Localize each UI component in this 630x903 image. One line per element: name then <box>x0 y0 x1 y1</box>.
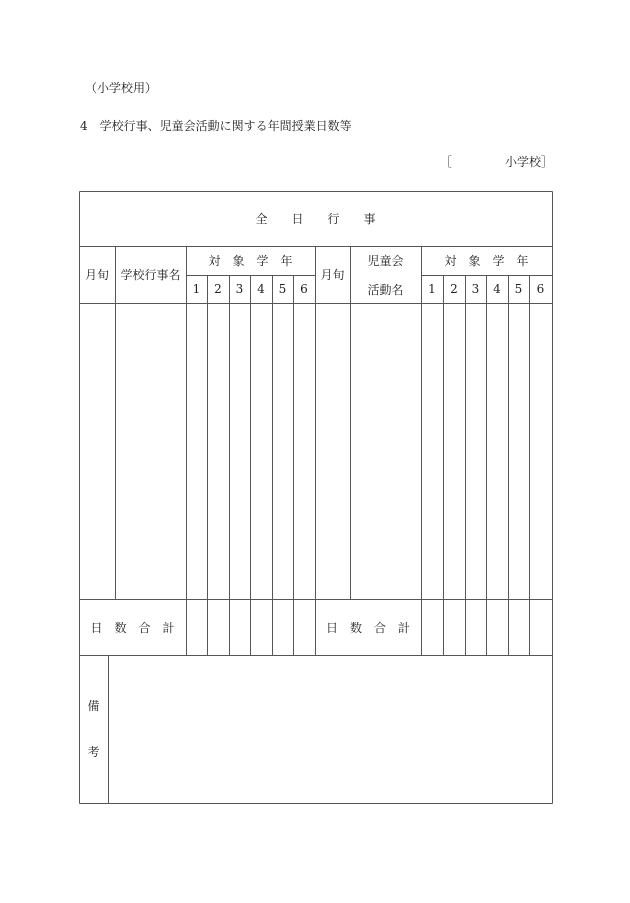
left-grade-header: 対 象 学 年 <box>208 254 293 268</box>
right-month-header: 月旬 <box>320 268 345 282</box>
left-grade-3-header: 3 <box>235 282 244 296</box>
left-grade-4-header: 4 <box>257 282 265 296</box>
right-grade-5-header: 5 <box>514 282 523 296</box>
left-grade-2-header: 2 <box>214 282 222 296</box>
right-grade-header: 対 象 学 年 <box>444 254 529 268</box>
right-grade-1-header: 1 <box>428 282 436 296</box>
remarks-label-2: 考 <box>87 744 100 759</box>
edition-label: （小学校用） <box>85 81 158 95</box>
left-total-label: 日 数 合 計 <box>90 620 175 635</box>
right-grade-2-header: 2 <box>450 282 458 296</box>
section-title: 4 学校行事、児童会活動に関する年間授業日数等 <box>80 119 352 133</box>
right-grade-6-header: 6 <box>536 282 545 296</box>
left-event-header: 学校行事名 <box>120 268 181 282</box>
right-grade-4-header: 4 <box>493 282 501 296</box>
left-grade-1-header: 1 <box>192 282 201 296</box>
school-name-suffix: 小学校］ <box>505 155 554 169</box>
left-month-header: 月旬 <box>84 268 109 282</box>
left-grade-5-header: 5 <box>278 282 287 296</box>
school-name-bracket-open: ［ <box>440 155 453 169</box>
right-event-header-line1: 児童会 <box>367 254 404 268</box>
table-title: 全 日 行 事 <box>255 212 376 226</box>
left-grade-6-header: 6 <box>300 282 308 296</box>
remarks-label-1: 備 <box>87 698 100 713</box>
remarks-input[interactable] <box>108 655 552 803</box>
right-event-header-line2: 活動名 <box>367 282 404 297</box>
right-total-label: 日 数 合 計 <box>325 620 410 635</box>
right-grade-3-header: 3 <box>471 282 480 296</box>
